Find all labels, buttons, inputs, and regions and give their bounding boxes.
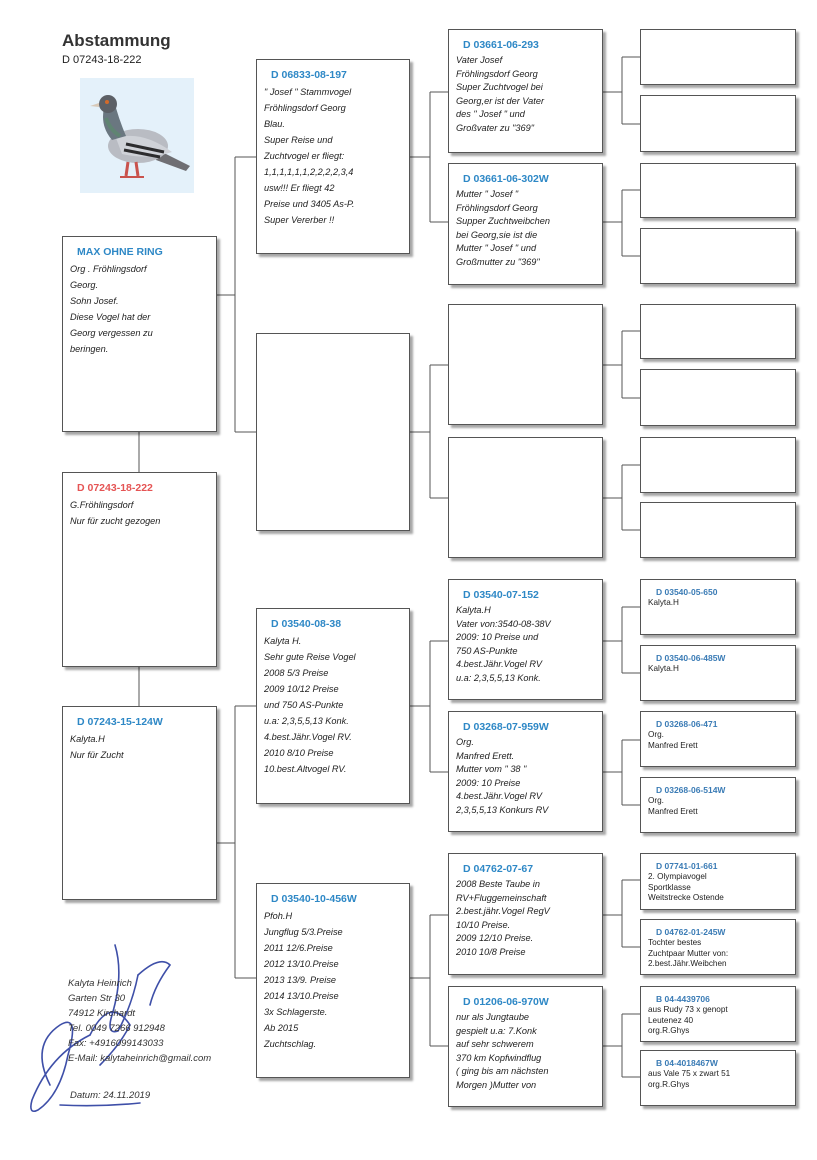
father-father-card [256, 59, 410, 254]
document-date: Datum: 24.11.2019 [70, 1090, 151, 1101]
mmm-notes: nur als Jungtaube gespielt u.a: 7.Konk auf sehr schwerem 370 km Kopfwindflug ( ging bis am nächsten Morgen )Mutter von [456, 1012, 549, 1090]
father-father-ring: D 06833-08-197 [271, 69, 347, 81]
gen4-card-11 [640, 711, 796, 767]
mother-mother-notes: Pfoh.H Jungflug 5/3.Preise 2011 12/6.Preise 2012 13/10.Preise 2013 13/9. Preise 2014 13/10.Preise 3x Schlagerste. Ab 2015 Zuchtschlag. [264, 911, 343, 1049]
gen4-card-4 [640, 228, 796, 284]
gen4-notes: Kalyta.H [648, 664, 679, 673]
gen4-ring: D 03540-06-485W [656, 653, 726, 663]
ffm-ring: D 03661-06-302W [463, 173, 549, 185]
subject-card [62, 472, 217, 667]
gen4-card-15 [640, 986, 796, 1042]
mother-ring: D 07243-15-124W [77, 716, 163, 728]
gen4-notes: 2. Olympiavogel Sportklasse Weitstrecke Ostende [648, 872, 724, 902]
mmf-card [448, 853, 603, 975]
gen4-card-7 [640, 437, 796, 493]
subject-ring: D 07243-18-222 [77, 482, 153, 494]
gen4-ring: B 04-4018467W [656, 1058, 718, 1068]
gen4-ring: D 07741-01-661 [656, 861, 718, 871]
gen4-ring: D 03268-06-514W [656, 785, 726, 795]
breeder-address: Kalyta Heinrich Garten Str 30 74912 Kirchardt Tel. 0049 7266 912948 Fax: +4916099143033 E-Mail: kalytaheinrich@gmail.com [68, 978, 212, 1064]
gen4-card-5 [640, 304, 796, 359]
mfm-notes: Org. Manfred Erett. Mutter vom " 38 " 2009: 10 Preise 4.best.Jähr.Vogel RV 2,3,5,5,13 Konkurs RV [456, 737, 549, 815]
page-title: Abstammung [62, 31, 171, 50]
gen4-card-1 [640, 29, 796, 85]
mmm-card [448, 986, 603, 1107]
gen4-notes: Org. Manfred Erett [648, 730, 698, 750]
gen4-notes: aus Vale 75 x zwart 51 org.R.Ghys [648, 1069, 731, 1089]
gen4-notes: Org. Manfred Erett [648, 796, 698, 816]
fmm-card [448, 437, 603, 558]
mother-father-ring: D 03540-08-38 [271, 618, 342, 630]
gen4-card-9 [640, 579, 796, 635]
fff-card [448, 29, 603, 153]
father-ring: MAX OHNE RING [77, 246, 163, 258]
mfm-card [448, 711, 603, 832]
mmf-ring: D 04762-07-67 [463, 863, 534, 875]
gen4-ring: B 04-4439706 [656, 994, 710, 1004]
fff-ring: D 03661-06-293 [463, 39, 539, 51]
gen4-card-6 [640, 369, 796, 426]
mff-ring: D 03540-07-152 [463, 589, 539, 601]
mmm-ring: D 01206-06-970W [463, 996, 549, 1008]
gen4-card-10 [640, 645, 796, 701]
ring-number: D 07243-18-222 [62, 54, 142, 66]
subject-notes: G.Fröhlingsdorf Nur für zucht gezogen [70, 500, 161, 526]
mother-card [62, 706, 217, 900]
mfm-ring: D 03268-07-959W [463, 721, 549, 733]
ffm-notes: Mutter " Josef " Fröhlingsdorf Georg Supper Zuchtweibchen bei Georg,sie ist die Mutter " Josef " und Großmutter zu "369" [456, 189, 550, 267]
gen4-ring: D 03540-05-650 [656, 587, 718, 597]
gen4-ring: D 04762-01-245W [656, 927, 726, 937]
gen4-card-3 [640, 163, 796, 218]
gen4-notes: Kalyta.H [648, 598, 679, 607]
gen4-card-14 [640, 919, 796, 975]
gen4-card-13 [640, 853, 796, 910]
mother-notes: Kalyta.H Nur für Zucht [70, 734, 124, 760]
mmf-notes: 2008 Beste Taube in RV+Fluggemeinschaft 2.best.jähr.Vogel RegV 10/10 Preise. 2009 12/10 Preise. 2010 10/8 Preise [456, 879, 550, 957]
gen4-card-12 [640, 777, 796, 833]
father-notes: Org . Fröhlingsdorf Georg. Sohn Josef. Diese Vogel hat der Georg vergessen zu beringen. [70, 264, 153, 354]
mother-father-notes: Kalyta H. Sehr gute Reise Vogel 2008 5/3 Preise 2009 10/12 Preise und 750 AS-Punkte u.a: 2,3,5,5,13 Konk. 4.best.Jähr.Vogel RV. 2010 8/10 Preise 10.best.Altvogel RV. [264, 636, 356, 774]
gen4-notes: Tochter bestes Zuchtpaar Mutter von: 2.best.Jähr.Weibchen [648, 938, 729, 968]
mff-notes: Kalyta.H Vater von:3540-08-38V 2009: 10 Preise und 750 AS-Punkte 4.best.Jähr.Vogel RV u.a: 2,3,5,5,13 Konk. [456, 605, 551, 683]
mother-mother-ring: D 03540-10-456W [271, 893, 357, 905]
ffm-card [448, 163, 603, 285]
fff-notes: Vater Josef Fröhlingsdorf Georg Super Zuchtvogel bei Georg,er ist der Vater des " Josef " und Großvater zu "369" [456, 55, 544, 133]
mother-mother-card [256, 883, 410, 1078]
father-father-notes: " Josef " Stammvogel Fröhlingsdorf Georg Blau. Super Reise und Zuchtvogel er fliegt: 1,1,1,1,1,1,2,2,2,2,3,4 usw!!! Er fliegt 42 Preise und 3405 As-P. Super Vererber !! [264, 87, 355, 225]
fmf-card [448, 304, 603, 425]
gen4-card-16 [640, 1050, 796, 1106]
gen4-card-8 [640, 502, 796, 558]
gen4-notes: aus Rudy 73 x genopt Leutenez 40 org.R.Ghys [648, 1005, 728, 1035]
father-mother-card [256, 333, 410, 531]
gen4-card-2 [640, 95, 796, 152]
father-card [62, 236, 217, 432]
mff-card [448, 579, 603, 700]
mother-father-card [256, 608, 410, 804]
gen4-ring: D 03268-06-471 [656, 719, 718, 729]
